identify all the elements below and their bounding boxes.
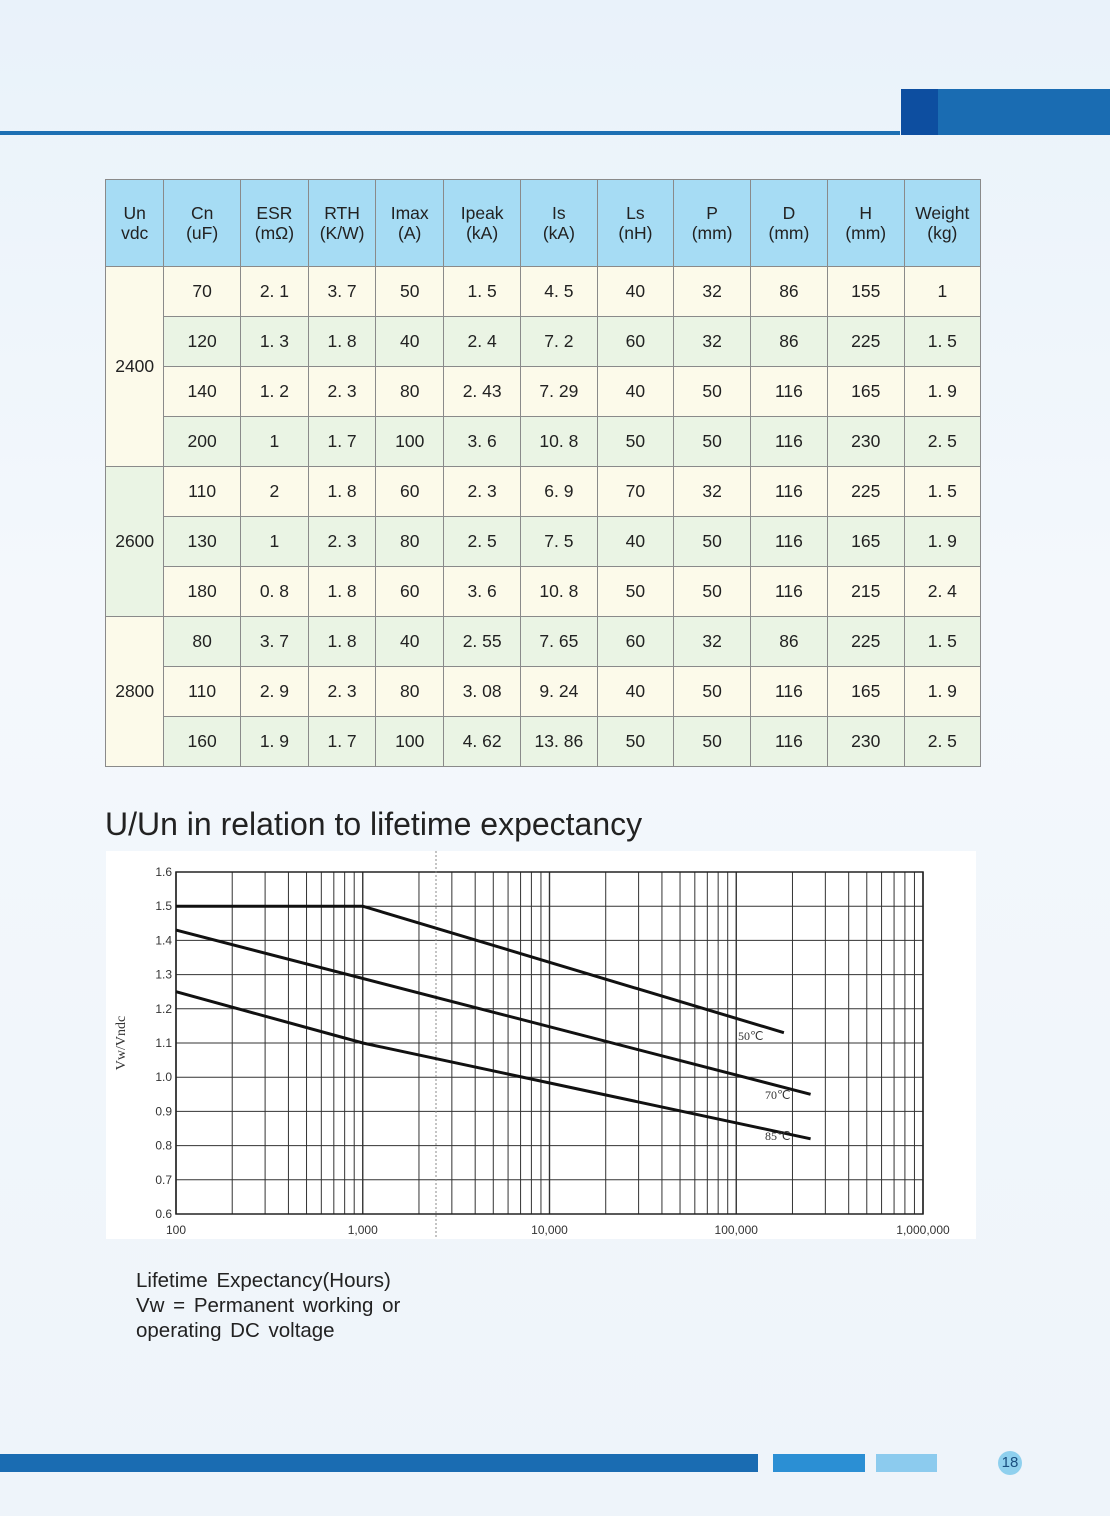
- table-cell: 2. 3: [308, 367, 375, 417]
- table-cell: 50: [597, 717, 674, 767]
- table-cell: 116: [751, 517, 828, 567]
- header-unit: (A): [398, 223, 422, 243]
- table-cell: 1. 9: [904, 667, 980, 717]
- table-cell: 50: [597, 417, 674, 467]
- table-cell: 1: [904, 267, 980, 317]
- header-block: [938, 89, 1110, 135]
- header-name: Ipeak: [460, 203, 504, 223]
- table-cell: 1. 8: [308, 567, 375, 617]
- table-cell: 110: [164, 467, 241, 517]
- y-tick-label: 1.0: [155, 1070, 172, 1085]
- header-unit: (mΩ): [254, 223, 295, 243]
- header-unit: vdc: [121, 223, 149, 243]
- series-label: 85℃: [765, 1129, 791, 1143]
- x-tick-label: 10,000: [531, 1223, 568, 1237]
- table-cell: 1. 2: [240, 367, 308, 417]
- table-cell: 1. 9: [240, 717, 308, 767]
- caption-line-3: operating DC voltage: [136, 1319, 335, 1342]
- table-cell: 50: [674, 717, 751, 767]
- table-cell: 60: [376, 567, 444, 617]
- y-tick-label: 1.3: [155, 967, 172, 982]
- table-cell: 1. 8: [308, 617, 375, 667]
- x-tick-label: 1,000,000: [896, 1223, 950, 1237]
- header-unit: (uF): [186, 223, 219, 243]
- footer-bar: [0, 1454, 758, 1472]
- y-tick-label: 1.2: [155, 1001, 172, 1016]
- column-header: [904, 180, 980, 267]
- header-name: Cn: [190, 203, 214, 223]
- y-tick-label: 1.6: [155, 865, 172, 879]
- caption-line-1: Lifetime Expectancy(Hours): [136, 1269, 391, 1292]
- table-cell: 1. 5: [904, 617, 980, 667]
- header-name: P: [706, 203, 718, 223]
- column-header: [308, 180, 375, 267]
- header-unit: (mm): [768, 223, 810, 243]
- table-cell: 50: [674, 417, 751, 467]
- table-cell: 230: [827, 417, 904, 467]
- y-tick-label: 1.5: [155, 899, 172, 914]
- table-cell: 1. 9: [904, 367, 980, 417]
- y-tick-label: 1.4: [155, 933, 172, 948]
- header-name: Weight: [915, 203, 970, 223]
- table-cell: 165: [827, 517, 904, 567]
- table-cell: 180: [164, 567, 241, 617]
- table-cell: 2: [240, 467, 308, 517]
- top-rule: [0, 131, 900, 135]
- table-cell: 120: [164, 317, 241, 367]
- table-cell: 60: [597, 317, 674, 367]
- lifetime-chart: [106, 851, 976, 1239]
- y-tick-label: 0.7: [155, 1172, 172, 1187]
- table-cell: 1. 3: [240, 317, 308, 367]
- table-cell: 70: [164, 267, 241, 317]
- table-row: [106, 317, 981, 367]
- voltage-group-cell: 2400: [106, 267, 164, 467]
- table-cell: 0. 8: [240, 567, 308, 617]
- header-name: D: [782, 203, 796, 223]
- table-cell: 40: [597, 517, 674, 567]
- table-cell: 2. 4: [444, 317, 521, 367]
- table-cell: 7. 65: [521, 617, 598, 667]
- table-cell: 10. 8: [521, 567, 598, 617]
- x-tick-label: 100,000: [714, 1223, 758, 1237]
- table-row: [106, 617, 981, 667]
- header-unit: (kg): [927, 223, 958, 243]
- table-cell: 100: [376, 417, 444, 467]
- header-unit: (mm): [845, 223, 887, 243]
- chart-caption: [136, 1268, 400, 1343]
- table-cell: 116: [751, 367, 828, 417]
- table-row: [106, 467, 981, 517]
- table-cell: 2. 3: [444, 467, 521, 517]
- series-label: 70℃: [765, 1088, 791, 1102]
- table-cell: 160: [164, 717, 241, 767]
- page-number: 18: [998, 1451, 1022, 1475]
- table-cell: 2. 1: [240, 267, 308, 317]
- header-name: RTH: [324, 203, 360, 223]
- table-cell: 3. 08: [444, 667, 521, 717]
- series-label: 50℃: [738, 1029, 764, 1043]
- table-cell: 116: [751, 717, 828, 767]
- footer-bar-light: [876, 1454, 937, 1472]
- header-name: Is: [552, 203, 566, 223]
- table-cell: 116: [751, 667, 828, 717]
- column-header: [240, 180, 308, 267]
- column-header: [444, 180, 521, 267]
- table-cell: 2. 5: [904, 417, 980, 467]
- table-cell: 80: [376, 367, 444, 417]
- table-cell: 50: [674, 517, 751, 567]
- column-header: [106, 180, 164, 267]
- column-header: [674, 180, 751, 267]
- table-cell: 225: [827, 317, 904, 367]
- header-unit: (K/W): [319, 223, 365, 243]
- y-tick-label: 0.6: [155, 1207, 172, 1221]
- table-row: [106, 417, 981, 467]
- table-cell: 130: [164, 517, 241, 567]
- voltage-group-cell: 2800: [106, 617, 164, 767]
- table-cell: 70: [597, 467, 674, 517]
- table-cell: 86: [751, 317, 828, 367]
- table-cell: 13. 86: [521, 717, 598, 767]
- table-cell: 1. 7: [308, 717, 375, 767]
- voltage-group-cell: 2600: [106, 467, 164, 617]
- table-cell: 2. 5: [904, 717, 980, 767]
- header-accent-block: [901, 89, 938, 135]
- table-cell: 2. 55: [444, 617, 521, 667]
- column-header: [164, 180, 241, 267]
- table-cell: 50: [597, 567, 674, 617]
- table-cell: 32: [674, 617, 751, 667]
- table-cell: 215: [827, 567, 904, 617]
- table-cell: 140: [164, 367, 241, 417]
- table-cell: 80: [164, 617, 241, 667]
- table-row: [106, 267, 981, 317]
- table-cell: 116: [751, 467, 828, 517]
- table-cell: 225: [827, 617, 904, 667]
- y-tick-label: 0.9: [155, 1104, 172, 1119]
- header-unit: (nH): [618, 223, 653, 243]
- table-cell: 2. 4: [904, 567, 980, 617]
- column-header: [521, 180, 598, 267]
- table-cell: 9. 24: [521, 667, 598, 717]
- table-cell: 165: [827, 667, 904, 717]
- header-name: Ls: [626, 203, 645, 223]
- series-line: [176, 906, 784, 1032]
- table-cell: 86: [751, 617, 828, 667]
- table-cell: 40: [597, 667, 674, 717]
- column-header: [827, 180, 904, 267]
- table-cell: 155: [827, 267, 904, 317]
- header-name: Un: [123, 203, 146, 223]
- header-name: H: [859, 203, 873, 223]
- header-name: Imax: [390, 203, 429, 223]
- x-tick-label: 1,000: [347, 1223, 378, 1237]
- table-cell: 2. 3: [308, 667, 375, 717]
- table-cell: 32: [674, 317, 751, 367]
- caption-line-2: Vw = Permanent working or: [136, 1294, 401, 1317]
- table-cell: 200: [164, 417, 241, 467]
- table-cell: 40: [597, 367, 674, 417]
- table-cell: 225: [827, 467, 904, 517]
- table-row: [106, 567, 981, 617]
- y-tick-label: 0.8: [155, 1138, 172, 1153]
- table-cell: 7. 29: [521, 367, 598, 417]
- table-cell: 60: [376, 467, 444, 517]
- table-cell: 1. 9: [904, 517, 980, 567]
- table-cell: 6. 9: [521, 467, 598, 517]
- table-cell: 60: [597, 617, 674, 667]
- table-cell: 4. 62: [444, 717, 521, 767]
- table-cell: 165: [827, 367, 904, 417]
- table-cell: 32: [674, 267, 751, 317]
- table-cell: 40: [597, 267, 674, 317]
- table-row: [106, 717, 981, 767]
- x-tick-label: 100: [165, 1223, 187, 1237]
- table-cell: 50: [376, 267, 444, 317]
- table-cell: 1. 8: [308, 467, 375, 517]
- table-cell: 2. 5: [444, 517, 521, 567]
- table-cell: 3. 6: [444, 417, 521, 467]
- table-cell: 116: [751, 567, 828, 617]
- table-cell: 2. 3: [308, 517, 375, 567]
- column-header: [376, 180, 444, 267]
- table-row: [106, 367, 981, 417]
- table-cell: 2. 9: [240, 667, 308, 717]
- column-header: [597, 180, 674, 267]
- y-tick-label: 1.1: [155, 1036, 172, 1050]
- table-row: [106, 517, 981, 567]
- table-cell: 7. 2: [521, 317, 598, 367]
- table-cell: 7. 5: [521, 517, 598, 567]
- table-header-row: [106, 180, 981, 267]
- column-header: [751, 180, 828, 267]
- spec-table: [105, 179, 981, 767]
- table-cell: 4. 5: [521, 267, 598, 317]
- table-cell: 80: [376, 517, 444, 567]
- table-cell: 86: [751, 267, 828, 317]
- table-row: [106, 667, 981, 717]
- chart-svg: [106, 851, 976, 1239]
- table-cell: 230: [827, 717, 904, 767]
- table-cell: 1: [240, 417, 308, 467]
- table-cell: 110: [164, 667, 241, 717]
- header-unit: (kA): [542, 223, 575, 243]
- table-cell: 40: [376, 317, 444, 367]
- table-cell: 116: [751, 417, 828, 467]
- table-cell: 1. 7: [308, 417, 375, 467]
- table-cell: 80: [376, 667, 444, 717]
- table-cell: 3. 7: [240, 617, 308, 667]
- header-unit: (kA): [466, 223, 499, 243]
- table-cell: 10. 8: [521, 417, 598, 467]
- table-cell: 50: [674, 567, 751, 617]
- table-cell: 2. 43: [444, 367, 521, 417]
- table-cell: 1. 5: [904, 467, 980, 517]
- section-title: U/Un in relation to lifetime expectancy: [105, 806, 643, 842]
- table-cell: 1. 5: [904, 317, 980, 367]
- table-cell: 50: [674, 367, 751, 417]
- table-cell: 3. 7: [308, 267, 375, 317]
- y-axis-label: Vw/Vndc: [114, 1015, 129, 1071]
- header-unit: (mm): [691, 223, 733, 243]
- table-cell: 50: [674, 667, 751, 717]
- table-cell: 1. 5: [444, 267, 521, 317]
- table-cell: 32: [674, 467, 751, 517]
- table-cell: 40: [376, 617, 444, 667]
- table-cell: 1: [240, 517, 308, 567]
- table-cell: 1. 8: [308, 317, 375, 367]
- header-name: ESR: [256, 203, 293, 223]
- table-cell: 100: [376, 717, 444, 767]
- footer-bar-accent: [773, 1454, 865, 1472]
- table-cell: 3. 6: [444, 567, 521, 617]
